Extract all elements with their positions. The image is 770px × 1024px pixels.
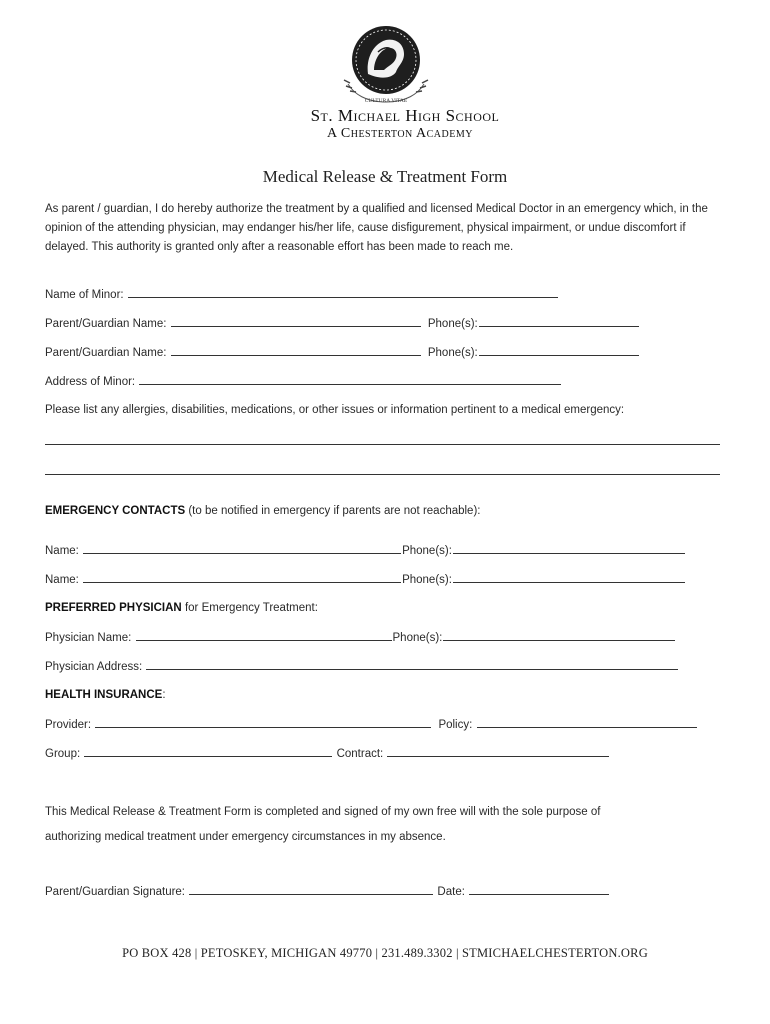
physician-phone-label: Phone(s):: [392, 632, 443, 644]
minor-name-field[interactable]: [128, 285, 558, 298]
guardian-name-field-2[interactable]: [171, 343, 421, 356]
guardian-row-2: [45, 343, 640, 364]
group-field[interactable]: [84, 744, 332, 757]
date-label: Date:: [437, 886, 465, 898]
policy-field[interactable]: [477, 715, 697, 728]
insurance-group-row: [45, 744, 610, 765]
emergency-contact-row-2: [45, 570, 686, 591]
school-name: St. Michael High School: [310, 106, 500, 125]
emergency-contact-row-1: [45, 541, 686, 562]
contract-label: Contract:: [336, 748, 384, 760]
guardian-name-label: Parent/Guardian Name:: [45, 318, 167, 330]
guardian-phone-field-1[interactable]: [479, 314, 639, 327]
insurance-heading-row: [45, 686, 166, 706]
emergency-phone-field-1[interactable]: [453, 541, 685, 554]
contract-field[interactable]: [387, 744, 609, 757]
physician-name-row: [45, 628, 676, 649]
guardian-phone-label: Phone(s):: [427, 318, 478, 330]
closing-line-1: This Medical Release & Treatment Form is completed and signed of my own free will with the sole purpose of: [45, 806, 601, 818]
emergency-name-field-1[interactable]: [83, 541, 401, 554]
footer-contact-info: PO BOX 428 | PETOSKEY, MICHIGAN 49770 | 231.489.3302 | STMICHAELCHESTERTON.ORG: [122, 946, 648, 960]
insurance-heading-colon: :: [162, 689, 166, 701]
emergency-name-field-2[interactable]: [83, 570, 401, 583]
guardian-phone-field-2[interactable]: [479, 343, 639, 356]
physician-name-label: Physician Name:: [45, 632, 132, 644]
group-label: Group:: [45, 748, 81, 760]
insurance-heading: HEALTH INSURANCE: [45, 689, 163, 701]
physician-address-row: [45, 657, 679, 678]
physician-address-field[interactable]: [146, 657, 678, 670]
allergies-label: Please list any allergies, disabilities, medications, or other issues or information pertinent to a medical emergency:: [45, 404, 625, 416]
emergency-heading: EMERGENCY CONTACTS: [45, 505, 186, 517]
physician-note: for Emergency Treatment:: [184, 602, 318, 614]
intro-paragraph: As parent / guardian, I do hereby authorize the treatment by a qualified and licensed Medical Doctor in an emergency which, in the opinion of the attending physician, may endanger his/her life, cause disfigurement, physical impairment, or undue discomfort if delayed. This authority is granted only after a reasonable effort has been made to reach me.: [45, 203, 708, 254]
emergency-name-label: Name:: [45, 574, 79, 586]
emergency-phone-field-2[interactable]: [453, 570, 685, 583]
form-title: Medical Release & Treatment Form: [262, 167, 508, 186]
guardian-name-field-1[interactable]: [171, 314, 421, 327]
emergency-name-label: Name:: [45, 545, 79, 557]
guardian-phone-label: Phone(s):: [427, 347, 478, 359]
minor-name-row: [45, 285, 559, 306]
physician-heading: PREFERRED PHYSICIAN: [45, 602, 182, 614]
guardian-row-1: [45, 314, 640, 335]
insurance-provider-row: [45, 715, 698, 736]
seal-motto: CULTURA VITAE: [364, 98, 408, 104]
address-row: [45, 372, 562, 393]
allergies-line-2[interactable]: [45, 474, 720, 475]
school-seal-logo: [338, 22, 434, 110]
school-subtitle: A Chesterton Academy: [327, 126, 473, 141]
policy-label: Policy:: [438, 719, 473, 731]
physician-address-label: Physician Address:: [45, 661, 143, 673]
emergency-note: (to be notified in emergency if parents are not reachable):: [188, 505, 481, 517]
physician-phone-field[interactable]: [443, 628, 675, 641]
signature-label: Parent/Guardian Signature:: [45, 886, 186, 898]
physician-heading-row: [45, 599, 318, 619]
minor-name-label: Name of Minor:: [45, 289, 124, 301]
address-field[interactable]: [139, 372, 561, 385]
date-field[interactable]: [469, 882, 609, 895]
closing-line-2: authorizing medical treatment under emergency circumstances in my absence.: [45, 831, 446, 843]
emergency-heading-row: [45, 502, 480, 522]
address-label: Address of Minor:: [45, 376, 136, 388]
emergency-phone-label: Phone(s):: [402, 574, 452, 586]
guardian-name-label: Parent/Guardian Name:: [45, 347, 167, 359]
signature-row: [45, 882, 610, 903]
emergency-phone-label: Phone(s):: [402, 545, 452, 557]
signature-field[interactable]: [189, 882, 433, 895]
physician-name-field[interactable]: [136, 628, 392, 641]
allergies-line-1[interactable]: [45, 444, 720, 445]
provider-label: Provider:: [45, 719, 92, 731]
provider-field[interactable]: [95, 715, 431, 728]
